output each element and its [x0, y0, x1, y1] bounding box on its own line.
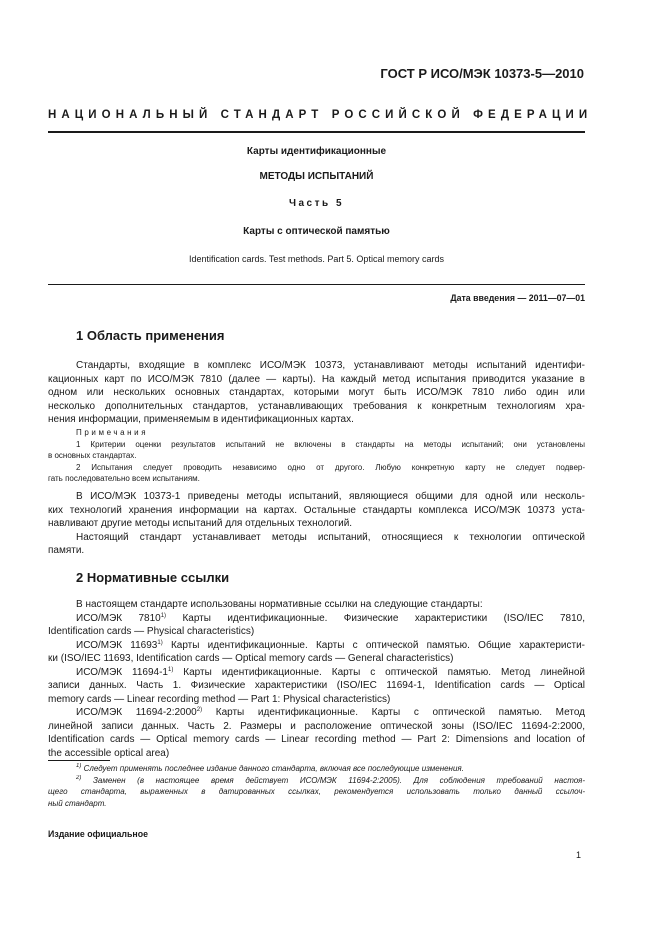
footnote-marker: 1)	[157, 639, 163, 646]
text-line: Стандарты, входящие в комплекс ИСО/МЭК 10373, устанавливают методы испытаний идентифи-	[76, 360, 585, 371]
footnotes	[48, 763, 585, 809]
note-1-line: в основных стандартах.	[48, 451, 137, 460]
reference-1-code: ИСО/МЭК 7810	[76, 612, 161, 624]
section-2-heading: 2 Нормативные ссылки	[76, 570, 230, 585]
title-rule	[48, 284, 585, 285]
footnote-2-line: щего стандарта, выраженных в датированных ссылках, рекомендуется использовать только данный ссылоч-	[48, 787, 585, 796]
text-line: нения информации, применяемым в идентификационных картах.	[48, 414, 354, 425]
footnote-2-text: Заменен (в настоящее время действует ИСО/МЭК 11694-2:2005). Для соблюдения требований настоя-	[92, 775, 585, 785]
text-line: навливают другие методы испытаний для отдельных технологий.	[48, 518, 353, 529]
reference-2-line: ки (ISO/IEC 11693, Identification cards — Optical memory cards — General characteristics)	[48, 653, 454, 664]
footnote-marker: 1)	[160, 612, 167, 619]
note-2-line: гать последовательно всем испытаниям.	[48, 474, 200, 483]
document-code: ГОСТ Р ИСО/МЭК 10373-5—2010	[380, 66, 584, 81]
reference-3-text: Карты идентификационные. Карты с оптической памятью. Метод линейной	[183, 666, 585, 678]
page-number: 1	[575, 850, 581, 860]
reference-4-line: the accessible optical area)	[48, 747, 170, 759]
reference-4-line	[76, 706, 585, 720]
text-line: несколько дополнительных стандартов, устанавливающих требования к конкретным технологиям хра-	[48, 400, 585, 412]
footnote-rule	[48, 760, 110, 761]
section-1-paragraph-2	[48, 490, 585, 558]
section-1-paragraph-1	[48, 359, 585, 427]
title-line-4: Карты с оптической памятью	[243, 226, 390, 237]
reference-3-line: записи данных. Часть 1. Физические характеристики (ISO/IEC 11694-1, Identification cards — Optical	[48, 680, 585, 691]
text-line: памяти.	[48, 545, 85, 556]
references-intro: В настоящем стандарте использованы нормативные ссылки на следующие стандарты:	[76, 599, 483, 610]
footnote-marker: 2)	[196, 707, 203, 713]
english-title: Identification cards. Test methods. Part 5. Optical memory cards	[189, 254, 444, 264]
note-1-line: 1 Критерии оценки результатов испытаний не включены в стандарты на методы испытаний; они установлены	[76, 439, 585, 449]
reference-3-code: ИСО/МЭК 11694-1	[76, 666, 168, 678]
footnote-marker: 1)	[76, 763, 82, 769]
reference-3-line: memory cards — Linear recording method — Part 1: Physical characteristics)	[48, 693, 391, 705]
header-rule	[48, 131, 585, 133]
edition-label: Издание официальное	[48, 829, 148, 839]
reference-3-line	[76, 666, 585, 680]
reference-4-line: линейной записи данных. Часть 2. Размеры и расположение оптической зоны (ISO/IEC 11694-2:2000,	[48, 720, 585, 732]
footnote-1-text: Следует применять последнее издание данного стандарта, включая все последующие изменения.	[83, 764, 464, 773]
text-line: В ИСО/МЭК 10373-1 приведены методы испытаний, являющиеся общими для одной или несколь-	[76, 491, 585, 502]
reference-1-line	[76, 612, 585, 626]
text-line: Настоящий стандарт устанавливает методы испытаний, относящиеся к технологии оптической	[76, 531, 585, 543]
reference-2-line	[76, 639, 585, 653]
reference-4-text: Карты идентификационные. Карты с оптической памятью. Метод	[215, 707, 585, 718]
effective-date: Дата введения — 2011—07—01	[450, 293, 585, 303]
title-line-2: МЕТОДЫ ИСПЫТАНИЙ	[259, 171, 374, 182]
reference-1-text: Карты идентификационные. Физические характеристики (ISO/IEC 7810,	[182, 612, 585, 624]
text-line: кационных карт по ИСО/МЭК 7810 (далее — карты). На каждый метод испытания приводится указание в	[48, 373, 585, 385]
footnote-marker: 1)	[168, 666, 174, 673]
footnote-2-line: ный стандарт.	[48, 798, 107, 808]
footnote-2	[76, 775, 585, 787]
reference-2-code: ИСО/МЭК 11693	[76, 639, 158, 651]
footnote-marker: 2)	[76, 774, 82, 781]
standard-title: НАЦИОНАЛЬНЫЙ СТАНДАРТ РОССИЙСКОЙ ФЕДЕРАЦИИ	[48, 109, 593, 121]
reference-1-line: Identification cards — Physical characteristics)	[48, 626, 255, 637]
footnote-1	[76, 763, 585, 775]
section-1-heading: 1 Область применения	[76, 328, 225, 343]
notes-block	[48, 427, 585, 485]
title-line-1: Карты идентификационные	[246, 146, 387, 157]
reference-4-line: Identification cards — Optical memory cards — Linear recording method — Part 2: Dimensions and location of	[48, 734, 585, 745]
reference-4-code: ИСО/МЭК 11694-2:2000	[76, 707, 197, 718]
text-line: ких технологий хранения информации на картах. Остальные стандарты комплекса ИСО/МЭК 10373 уста-	[48, 504, 585, 516]
normative-references	[48, 598, 585, 760]
notes-heading: Примечания	[76, 428, 149, 437]
title-line-3: Часть 5	[288, 198, 345, 209]
note-2-line: 2 Испытания следует проводить независимо одно от другого. Любую конкретную карту не следует подвер-	[76, 462, 585, 472]
text-line: одном или нескольких основных стандартах, которыми могут быть ИСО/МЭК 7810 либо один или	[48, 387, 585, 398]
reference-2-text: Карты идентификационные. Карты с оптической памятью. Общие характеристи-	[170, 639, 585, 651]
